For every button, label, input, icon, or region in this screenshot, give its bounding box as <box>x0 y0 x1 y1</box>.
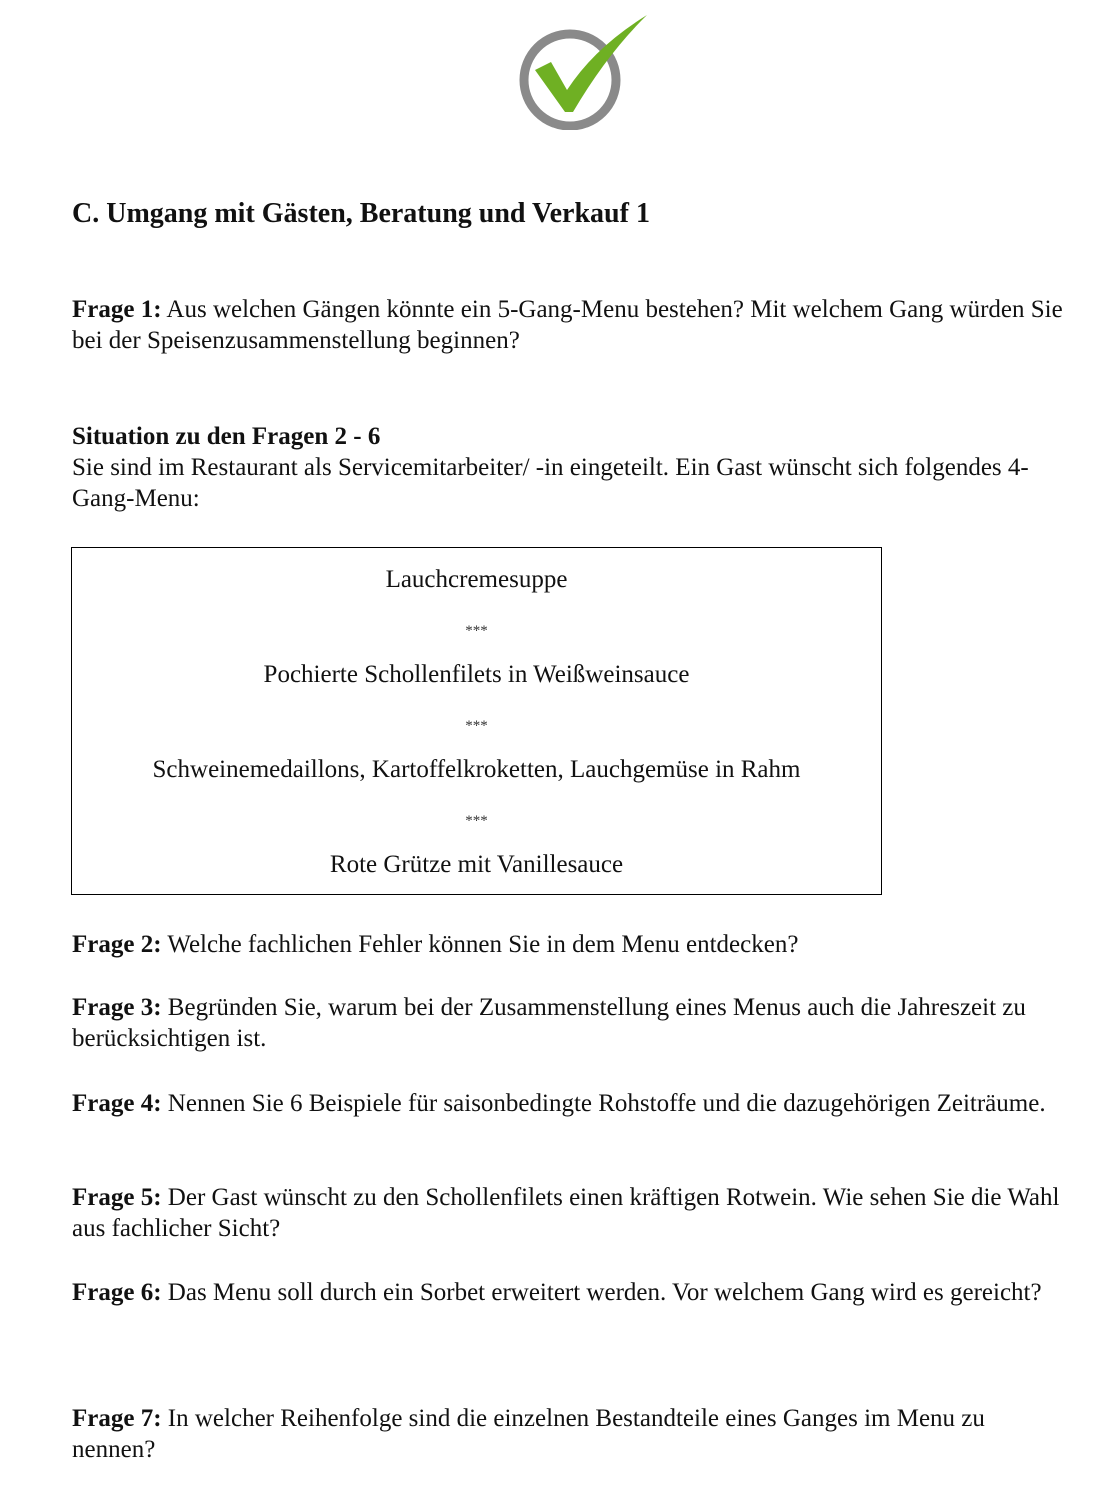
question-label: Frage 1: <box>72 296 162 323</box>
situation-heading <box>72 421 1072 452</box>
menu-dish: Schweinemedaillons, Kartoffelkroketten, Lauchgemüse in Rahm <box>152 756 801 783</box>
question-text: Begründen Sie, warum bei der Zusammenstellung eines Menus auch die Jahreszeit zu berücksichtigen ist. <box>72 994 1026 1052</box>
question-text: In welcher Reihenfolge sind die einzelnen Bestandteile eines Ganges im Menu zu nennen? <box>72 1405 985 1463</box>
question-1 <box>72 294 1072 356</box>
question-3 <box>72 992 1072 1054</box>
question-label: Frage 5: <box>72 1184 162 1211</box>
menu-separator: *** <box>465 813 488 829</box>
question-label: Frage 3: <box>72 994 162 1021</box>
menu-dish: Pochierte Schollenfilets in Weißweinsauce <box>263 661 690 688</box>
question-label: Frage 4: <box>72 1090 162 1117</box>
menu-dish: Lauchcremesuppe <box>385 566 568 593</box>
question-text: Das Menu soll durch ein Sorbet erweitert werden. Vor welchem Gang wird es gereicht? <box>161 1279 1042 1306</box>
question-6 <box>72 1277 1072 1308</box>
menu-box <box>71 547 882 895</box>
menu-separator: *** <box>465 718 488 734</box>
menu-separator: *** <box>465 623 488 639</box>
question-text: Nennen Sie 6 Beispiele für saisonbedingte Rohstoffe und die dazugehörigen Zeiträume. <box>161 1090 1046 1117</box>
question-text: Aus welchen Gängen könnte ein 5-Gang-Menu bestehen? Mit welchem Gang würden Sie bei der Speisenzusammenstellung beginnen? <box>72 296 1063 354</box>
checkmark-circle-icon <box>515 12 655 130</box>
situation-heading-text: Situation zu den Fragen 2 - 6 <box>72 423 381 450</box>
question-text: Der Gast wünscht zu den Schollenfilets einen kräftigen Rotwein. Wie sehen Sie die Wahl aus fachlicher Sicht? <box>72 1184 1060 1242</box>
question-7 <box>72 1403 1072 1465</box>
question-label: Frage 6: <box>72 1279 162 1306</box>
menu-dish: Rote Grütze mit Vanillesauce <box>329 851 624 878</box>
question-label: Frage 7: <box>72 1405 162 1432</box>
question-label: Frage 2: <box>72 931 162 958</box>
question-2 <box>72 929 1072 960</box>
question-5 <box>72 1182 1072 1244</box>
question-text: Welche fachlichen Fehler können Sie in dem Menu entdecken? <box>161 931 799 958</box>
situation-text: Sie sind im Restaurant als Servicemitarbeiter/ -in eingeteilt. Ein Gast wünscht sich folgendes 4-Gang-Menu: <box>72 454 1029 512</box>
question-4 <box>72 1088 1072 1119</box>
page-title: C. Umgang mit Gästen, Beratung und Verkauf 1 <box>72 198 650 229</box>
